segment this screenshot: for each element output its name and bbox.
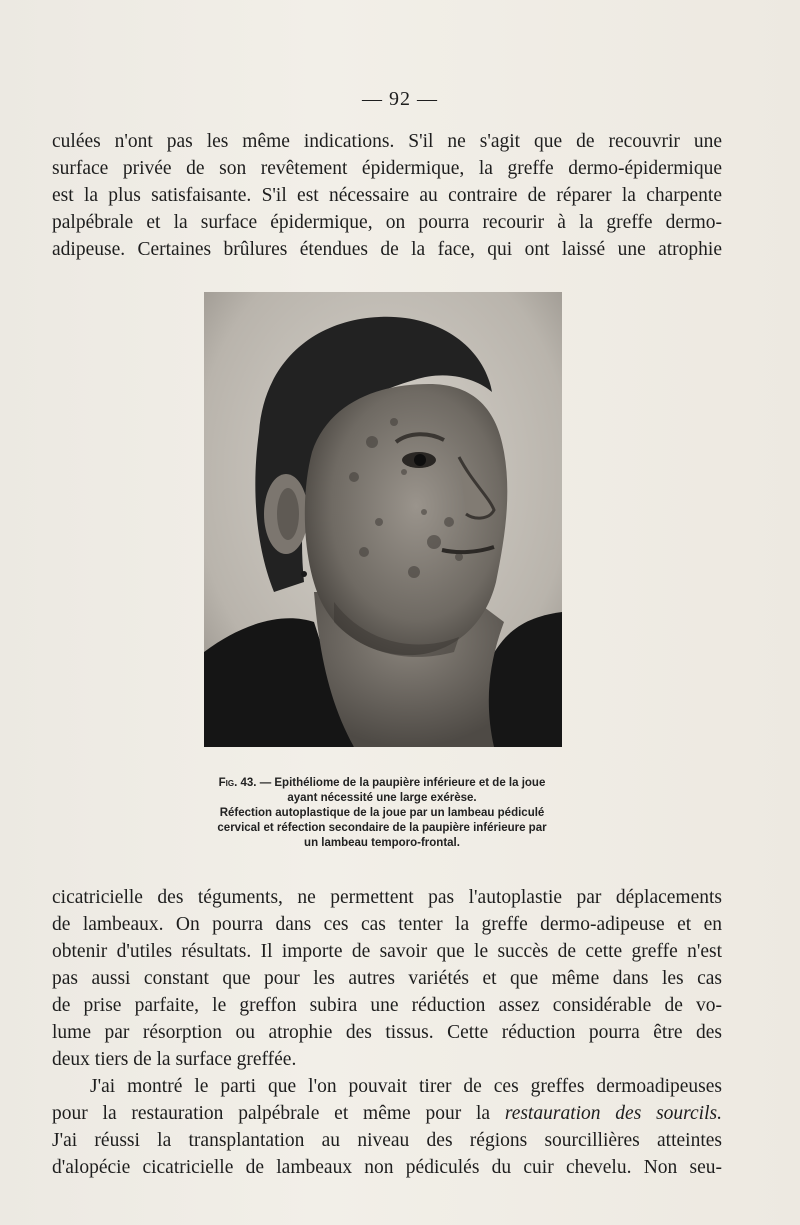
text-line: palpébrale et la surface épidermique, on pourra recourir à la greffe dermo- [52, 212, 722, 233]
text-line: est la plus satisfaisante. S'il est nécessaire au contraire de réparer la charpente [52, 185, 722, 206]
top-paragraph [52, 128, 722, 263]
caption-line: ayant nécessité une large exérèse. [287, 792, 477, 804]
text-fragment: pour la restauration palpébrale et même pour la [52, 1103, 505, 1124]
text-line: J'ai réussi la transplantation au niveau des régions sourcillières atteintes [52, 1130, 722, 1151]
text-line: deux tiers de la surface greffée. [52, 1049, 297, 1070]
text-line: adipeuse. Certaines brûlures étendues de la face, qui ont laissé une atrophie [52, 239, 722, 260]
text-line: de lambeaux. On pourra dans ces cas tenter la greffe dermo-adipeuse et en [52, 914, 722, 935]
text-line [52, 1100, 722, 1127]
text-line: lume par résorption ou atrophie des tissus. Cette réduction pourra être des [52, 1022, 722, 1043]
caption-line: Réfection autoplastique de la joue par un lambeau pédiculé [219, 807, 545, 819]
portrait-illustration [204, 292, 562, 747]
text-line: pas aussi constant que pour les autres variétés et que même dans les cas [52, 968, 722, 989]
caption-line: — Epithéliome de la paupière inférieure et de la joue [259, 777, 546, 789]
figure-caption [186, 776, 578, 851]
caption-line: cervical et réfection secondaire de la paupière inférieure par [217, 822, 547, 834]
patient-photograph [204, 292, 562, 747]
italic-text: restauration des sourcils. [504, 1103, 722, 1124]
figure-label: Fig. 43. [218, 777, 257, 789]
text-line: surface privée de son revêtement épidermique, la greffe dermo-épidermique [52, 158, 722, 179]
text-line: obtenir d'utiles résultats. Il importe de savoir que le succès de cette greffe n'est [52, 941, 722, 962]
page-number: — 92 — [362, 88, 438, 110]
text-line: cicatricielle des téguments, ne permettent pas l'autoplastie par déplacements [52, 887, 722, 908]
bottom-text [52, 884, 722, 1181]
text-line: culées n'ont pas les même indications. S'il ne s'agit que de recouvrir une [52, 131, 722, 152]
caption-line: un lambeau temporo-frontal. [304, 837, 460, 849]
text-line: J'ai montré le parti que l'on pouvait tirer de ces greffes dermoadipeuses [90, 1076, 722, 1097]
text-line: de prise parfaite, le greffon subira une réduction assez considérable de vo- [52, 995, 722, 1016]
text-line: d'alopécie cicatricielle de lambeaux non pédiculés du cuir chevelu. Non seu- [52, 1157, 722, 1178]
